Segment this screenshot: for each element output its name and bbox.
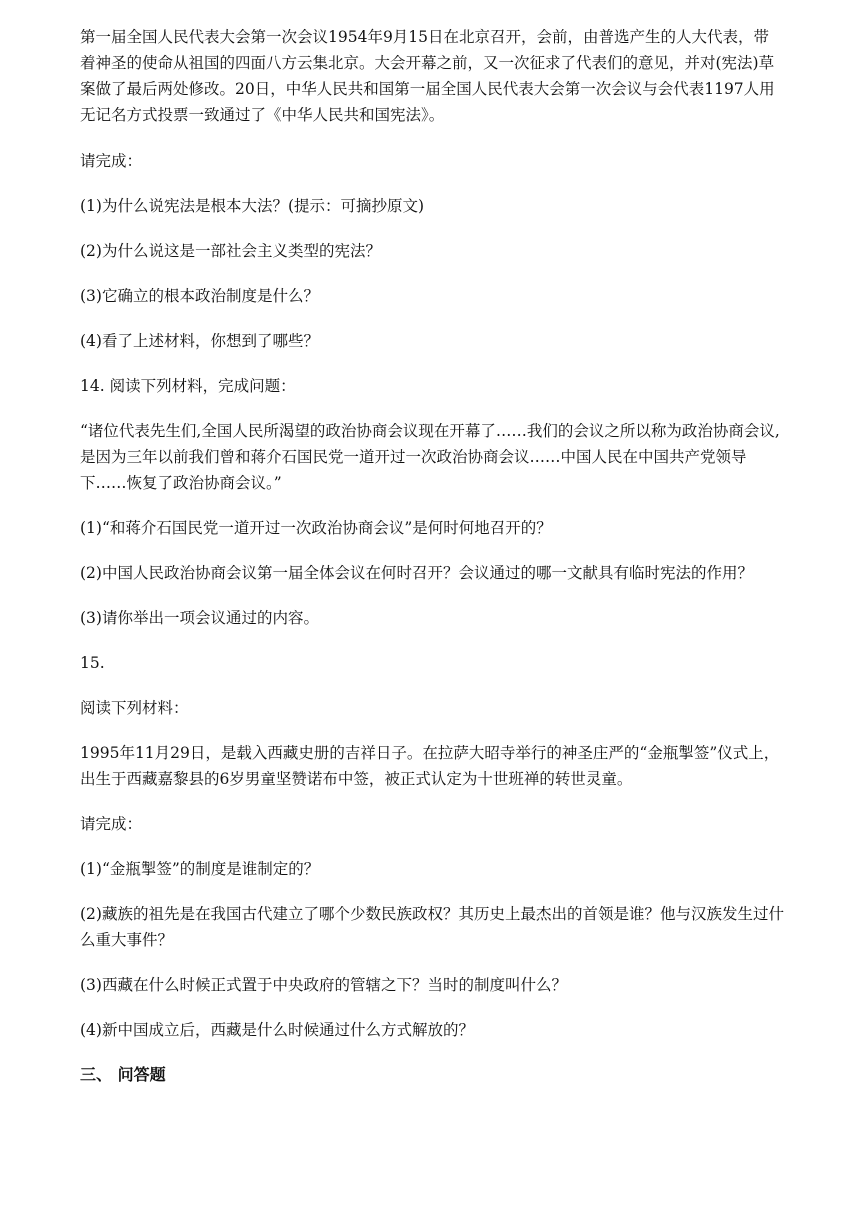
q14-question-3: (3)请你举出一项会议通过的内容。 (80, 609, 319, 627)
q14-question-2: (2)中国人民政治协商会议第一届全体会议在何时召开？会议通过的哪一文献具有临时宪法的作用？ (80, 564, 753, 582)
q13-prompt: 请完成： (80, 152, 143, 170)
q13-material: 第一届全国人民代表大会第一次会议1954年9月15日在北京召开，会前，由普选产生的人大代表，带着神圣的使命从祖国的四面八方云集北京。大会开幕之前，又一次征求了代表们的意见，并对(宪法)草案做了最后两处修改。20日，中华人民共和国第一届全国人民代表大会第一次会议与会代表1197人用无记名方式投票一致通过了《中华人民共和国宪法》。 (80, 28, 775, 124)
q15-question-3: (3)西藏在什么时候正式置于中央政府的管辖之下？当时的制度叫什么？ (80, 976, 567, 994)
q15-heading: 阅读下列材料： (80, 699, 189, 717)
q14-material: “诸位代表先生们,全国人民所渴望的政治协商会议现在开幕了……我们的会议之所以称为政治协商会议,是因为三年以前我们曾和蒋介石国民党一道开过一次政治协商会议……中国人民在中国共产党领导下……恢复了政治协商会议。” (80, 422, 780, 492)
section-title: 三、 问答题 (80, 1065, 166, 1084)
q13-question-3: (3)它确立的根本政治制度是什么？ (80, 287, 319, 305)
q15-number: 15. (80, 654, 105, 672)
q13-question-4: (4)看了上述材料，你想到了哪些？ (80, 332, 319, 350)
q13-question-1: (1)为什么说宪法是根本大法？(提示：可摘抄原文) (80, 197, 425, 215)
q14-question-1: (1)“和蒋介石国民党一道开过一次政治协商会议”是何时何地召开的？ (80, 519, 552, 537)
q15-prompt: 请完成： (80, 815, 143, 833)
q13-question-2: (2)为什么说这是一部社会主义类型的宪法？ (80, 242, 381, 260)
q15-material: 1995年11月29日，是载入西藏史册的吉祥日子。在拉萨大昭寺举行的神圣庄严的“金瓶掣签”仪式上，出生于西藏嘉黎县的6岁男童坚赞诺布中签，被正式认定为十世班禅的转世灵童。 (80, 744, 780, 788)
q15-question-1: (1)“金瓶掣签”的制度是谁制定的？ (80, 860, 320, 878)
q15-question-2: (2)藏族的祖先是在我国古代建立了哪个少数民族政权？其历史上最杰出的首领是谁？他与汉族发生过什么重大事件？ (80, 905, 784, 949)
q15-question-4: (4)新中国成立后，西藏是什么时候通过什么方式解放的？ (80, 1021, 474, 1039)
q14-heading: 14. 阅读下列材料，完成问题： (80, 377, 296, 395)
